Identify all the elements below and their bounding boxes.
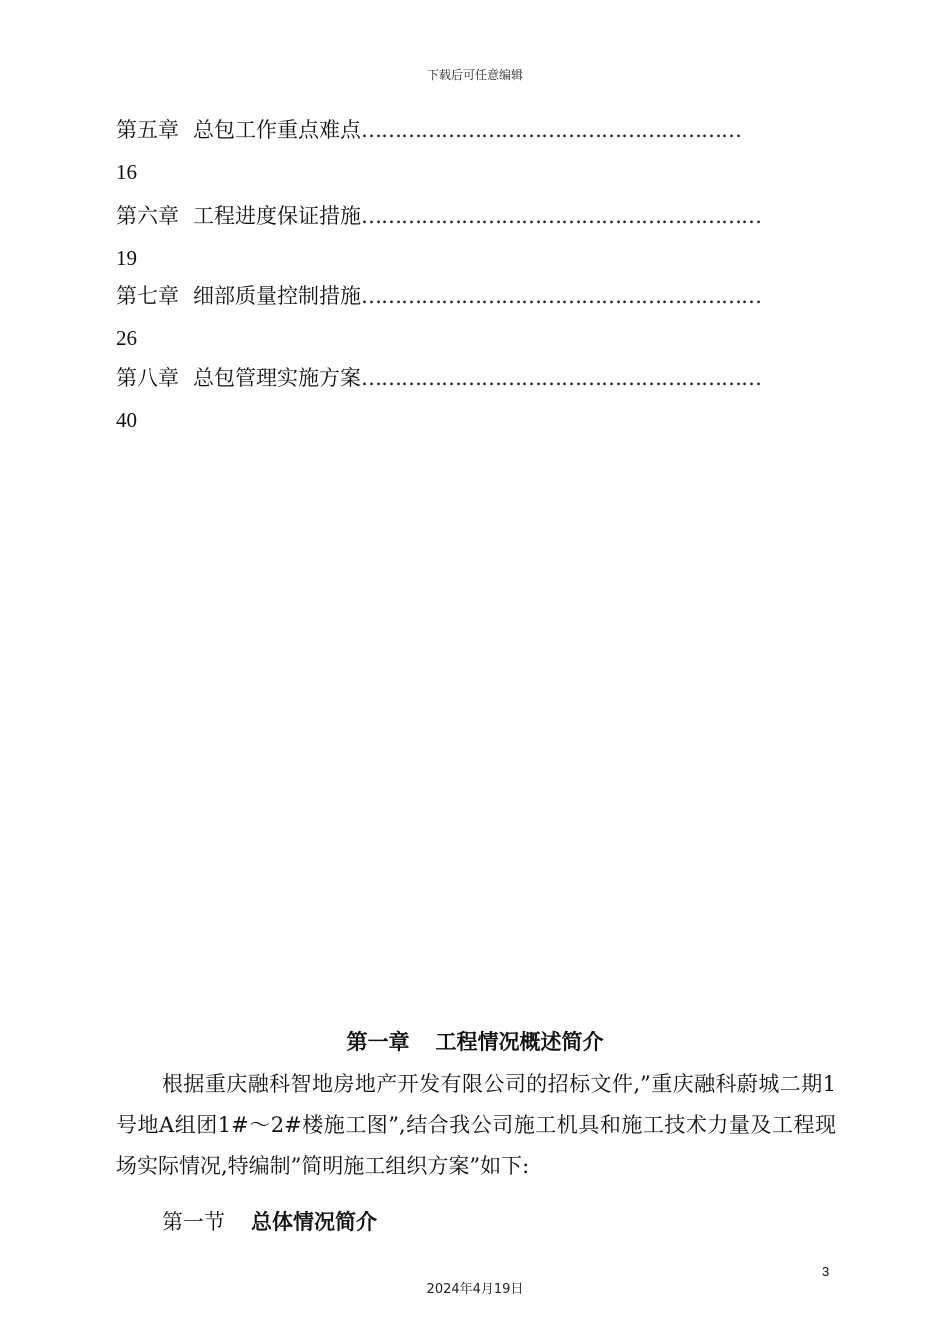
chapter-heading — [0, 1026, 950, 1056]
toc-entry[interactable] — [116, 280, 836, 362]
toc-entry-line — [116, 112, 836, 148]
toc-page-number: 19 — [116, 246, 137, 270]
toc-entry-line — [116, 278, 836, 314]
toc-entry[interactable] — [116, 362, 836, 444]
toc-chapter-number: 第五章 — [116, 118, 179, 142]
chapter-label: 第一章 — [346, 1030, 410, 1054]
toc-chapter-number: 第八章 — [116, 366, 179, 390]
toc-chapter-title: 总包工作重点难点 — [193, 118, 361, 142]
toc-entry-line — [116, 360, 836, 396]
toc-chapter-number: 第七章 — [116, 284, 179, 308]
page-number: 3 — [822, 1264, 830, 1279]
toc-page-number: 26 — [116, 326, 137, 350]
toc-entry[interactable] — [116, 112, 836, 194]
toc-leader-dots: ………………………………………………… — [361, 118, 741, 142]
page-header: 下载后可任意编辑 — [426, 68, 523, 82]
toc-entry-line — [116, 198, 836, 234]
toc-page-number: 16 — [116, 160, 137, 184]
toc-page-number: 40 — [116, 408, 137, 432]
body-paragraph: 根据重庆融科智地房地产开发有限公司的招标文件,”重庆融科蔚城二期1号地A组团1#～2#楼施工图”,结合我公司施工机具和施工技术力量及工程现场实际情况,特编制”简明施工组织方案”如下: — [116, 1072, 836, 1178]
toc-leader-dots: …………………………………………………… — [361, 204, 761, 228]
toc-chapter-title: 工程进度保证措施 — [193, 204, 361, 228]
section-heading — [162, 1204, 377, 1240]
table-of-contents — [116, 112, 836, 444]
toc-leader-dots: …………………………………………………… — [361, 366, 761, 390]
section-title: 总体情况简介 — [251, 1210, 377, 1234]
chapter-title: 工程情况概述简介 — [435, 1030, 604, 1054]
toc-chapter-title: 细部质量控制措施 — [193, 284, 361, 308]
toc-leader-dots: …………………………………………………… — [361, 284, 761, 308]
toc-chapter-number: 第六章 — [116, 204, 179, 228]
toc-entry[interactable] — [116, 194, 836, 280]
toc-chapter-title: 总包管理实施方案 — [193, 366, 361, 390]
page-footer-date: 2024年4月19日 — [426, 1282, 524, 1297]
section-label: 第一节 — [162, 1210, 225, 1234]
